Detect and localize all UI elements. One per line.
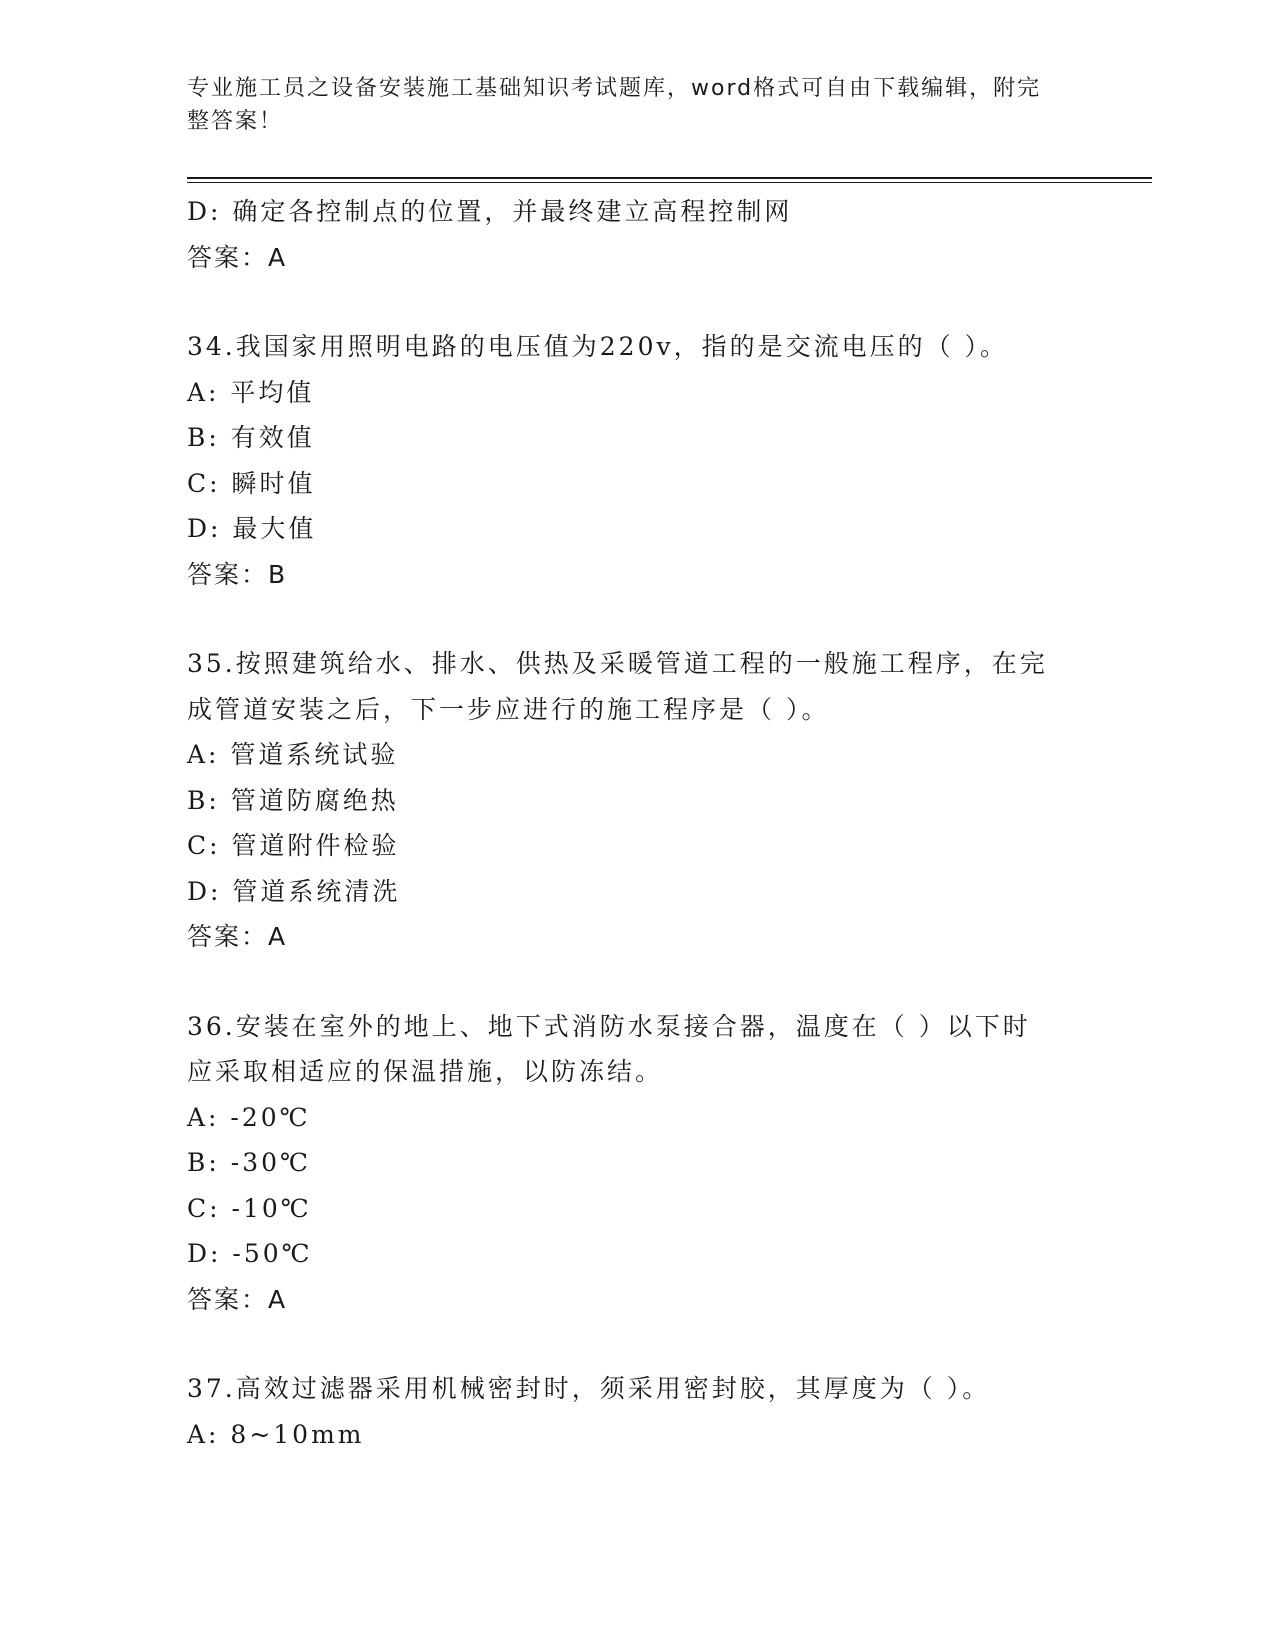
question-36	[187, 1004, 1067, 1323]
question-stem-line-1: 36.安装在室外的地上、地下式消防水泵接合器，温度在（ ）以下时	[187, 1011, 1031, 1041]
header-line-2: 整答案！	[187, 109, 284, 134]
option-d: D: -50℃	[187, 1239, 313, 1268]
option-b: B: -30℃	[187, 1148, 311, 1177]
option-c: C: 瞬时值	[187, 468, 316, 498]
question-stem-line-1: 35.按照建筑给水、排水、供热及采暖管道工程的一般施工程序，在完	[187, 649, 1048, 678]
option-a: A: -20℃	[187, 1102, 311, 1132]
question-35	[187, 641, 1067, 960]
previous-question	[187, 189, 1067, 280]
question-list	[187, 189, 1067, 1457]
answer-line: 答案：A	[187, 242, 288, 272]
question-37	[187, 1366, 1067, 1457]
option-a: A: 8~10mm	[187, 1419, 365, 1449]
answer-line: 答案：A	[187, 1284, 288, 1314]
option-c: C: 管道附件检验	[187, 831, 400, 860]
question-stem: 34.我国家用照明电路的电压值为220v，指的是交流电压的（ ）。	[187, 332, 1009, 361]
option-b: B: 有效值	[187, 423, 315, 452]
option-c: C: -10℃	[187, 1193, 312, 1223]
question-stem-line-2: 成管道安装之后，下一步应进行的施工程序是（ ）。	[187, 694, 830, 724]
option-b: B: 管道防腐绝热	[187, 785, 399, 815]
option-a: A: 管道系统试验	[187, 740, 399, 769]
answer-line: 答案：A	[187, 922, 288, 951]
option-d: D: 确定各控制点的位置，并最终建立高程控制网	[187, 197, 793, 226]
answer-line: 答案：B	[187, 559, 288, 589]
header-rule-thin	[187, 182, 1152, 183]
question-34	[187, 324, 1067, 597]
option-d: D: 管道系统清洗	[187, 876, 401, 906]
option-d: D: 最大值	[187, 514, 317, 543]
header-line-1: 专业施工员之设备安装施工基础知识考试题库，word格式可自由下载编辑，附完	[187, 76, 1042, 101]
option-a: A: 平均值	[187, 377, 315, 407]
document-header	[187, 72, 1067, 138]
header-rule-thick	[187, 177, 1152, 179]
question-stem-line-2: 应采取相适应的保温措施，以防冻结。	[187, 1057, 664, 1086]
question-stem: 37.高效过滤器采用机械密封时，须采用密封胶，其厚度为（ ）。	[187, 1374, 991, 1403]
